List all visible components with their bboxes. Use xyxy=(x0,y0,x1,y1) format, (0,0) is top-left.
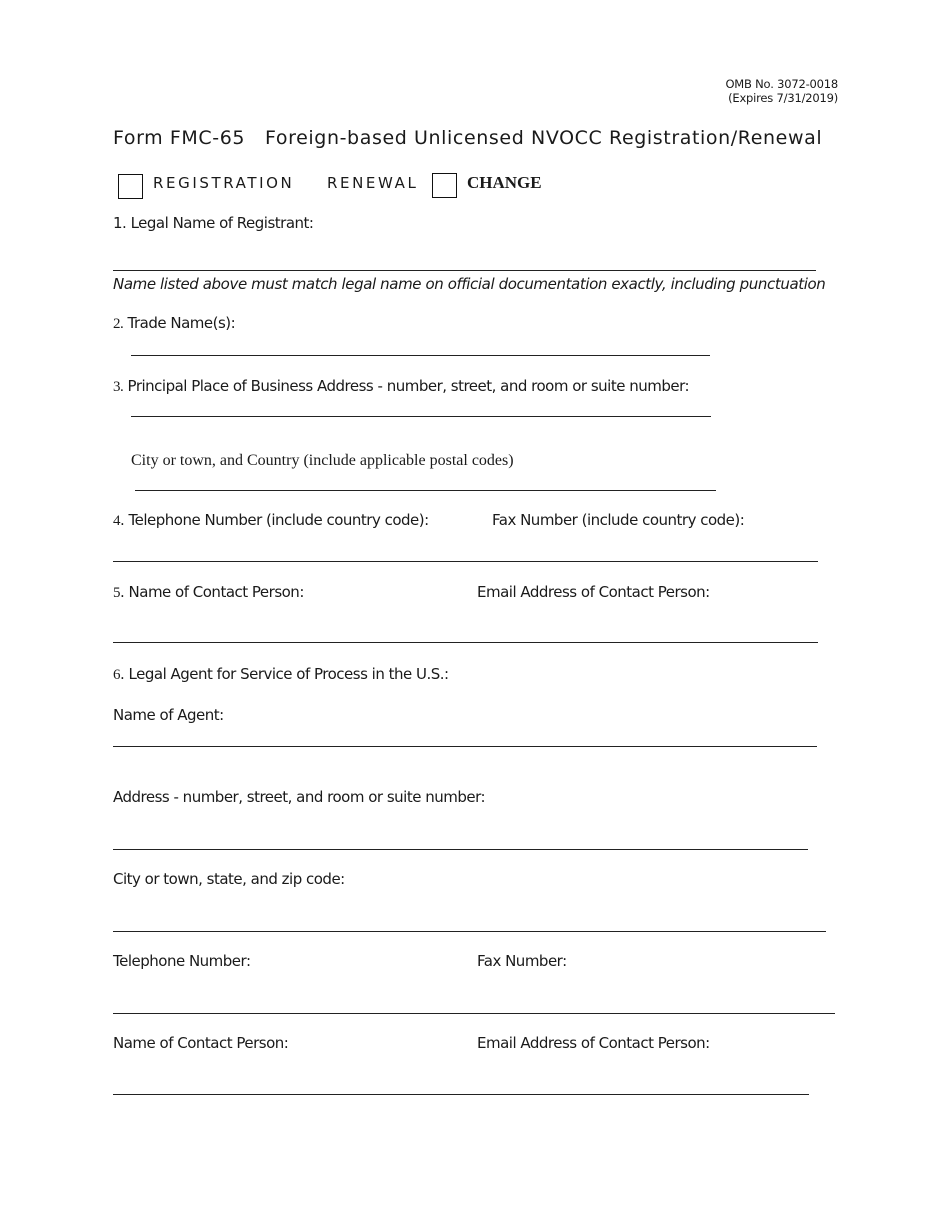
q5-number: 5 xyxy=(113,585,120,601)
q4-number: 4 xyxy=(113,513,120,529)
agent-address-field[interactable] xyxy=(113,849,808,850)
telephone-fax-field[interactable] xyxy=(113,561,818,562)
q1-label xyxy=(113,214,313,232)
agent-email-label: Email Address of Contact Person: xyxy=(477,1034,710,1052)
agent-phone-label: Telephone Number: xyxy=(113,952,251,970)
q5-label xyxy=(113,583,304,602)
omb-expiration: (Expires 7/31/2019) xyxy=(728,91,838,105)
q4-fax-label: Fax Number (include country code): xyxy=(492,511,745,529)
q2-label xyxy=(113,314,235,333)
q3-city-label: City or town, and Country (include applicable postal codes) xyxy=(131,452,514,469)
contact-email-field[interactable] xyxy=(113,642,818,643)
q4-label xyxy=(113,511,429,530)
q1-text: Legal Name of Registrant: xyxy=(130,214,314,232)
agent-phone-fax-field[interactable] xyxy=(113,1013,835,1014)
registration-checkbox[interactable] xyxy=(118,174,143,199)
agent-contact-label: Name of Contact Person: xyxy=(113,1034,289,1052)
legal-name-field[interactable] xyxy=(113,270,816,271)
change-label: CHANGE xyxy=(467,173,542,192)
q6-text: . Legal Agent for Service of Process in the U.S.: xyxy=(120,665,449,683)
q1-number: 1. xyxy=(113,214,127,232)
q4-text: . Telephone Number (include country code): xyxy=(120,511,429,529)
agent-name-label: Name of Agent: xyxy=(113,706,224,724)
agent-name-field[interactable] xyxy=(113,746,817,747)
form-title: Form FMC-65 Foreign-based Unlicensed NVOCC Registration/Renewal xyxy=(113,127,823,149)
q5-text: . Name of Contact Person: xyxy=(120,583,304,601)
agent-city-field[interactable] xyxy=(113,931,826,932)
business-address-field[interactable] xyxy=(131,416,711,417)
agent-fax-label: Fax Number: xyxy=(477,952,567,970)
omb-number: OMB No. 3072-0018 xyxy=(725,77,838,91)
q6-label xyxy=(113,665,449,684)
legal-name-note: Name listed above must match legal name on official documentation exactly, including punctuation xyxy=(113,275,826,293)
agent-contact-email-field[interactable] xyxy=(113,1094,809,1095)
q3-number: 3. xyxy=(113,379,124,395)
q3-text: Principal Place of Business Address - number, street, and room or suite number: xyxy=(127,377,690,395)
q3-label xyxy=(113,377,689,396)
trade-name-field[interactable] xyxy=(131,355,710,356)
q6-number: 6 xyxy=(113,667,120,683)
renewal-label: RENEWAL xyxy=(327,174,419,192)
q2-text: Trade Name(s): xyxy=(127,314,236,332)
q5-email-label: Email Address of Contact Person: xyxy=(477,583,710,601)
agent-city-label: City or town, state, and zip code: xyxy=(113,870,345,888)
registration-label: REGISTRATION xyxy=(153,174,295,192)
change-checkbox[interactable] xyxy=(432,173,457,198)
agent-address-label: Address - number, street, and room or suite number: xyxy=(113,788,486,806)
business-city-field[interactable] xyxy=(135,490,716,491)
q2-number: 2. xyxy=(113,316,124,332)
